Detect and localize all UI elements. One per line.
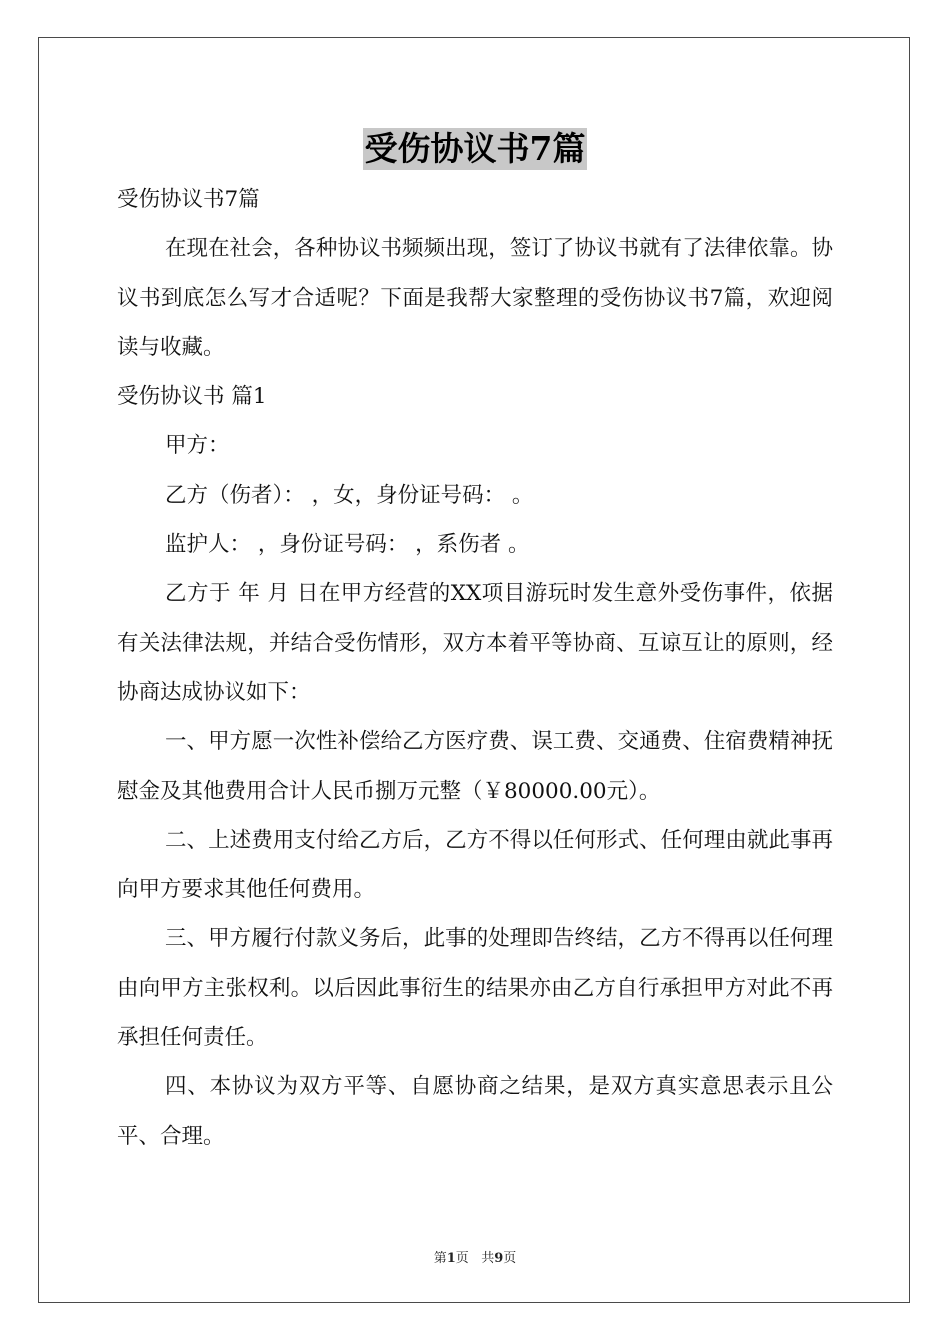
page-prefix: 第 bbox=[433, 1251, 447, 1266]
title-container bbox=[0, 128, 950, 170]
paragraph: 监护人： ，身份证号码： ，系伤者 。 bbox=[165, 532, 530, 558]
paragraph: 受伤协议书7篇 bbox=[117, 187, 260, 212]
section-heading: 受伤协议书 篇1 bbox=[117, 384, 267, 410]
paragraph: 在现在社会，各种协议书频频出现，签订了协议书就有了法律依靠。协议书到底怎么写才合适呢？下面是我帮大家整理的受伤协议书7篇，欢迎阅读与收藏。 bbox=[117, 236, 833, 360]
document-title: 受伤协议书7篇 bbox=[364, 129, 586, 168]
page-suffix: 页 bbox=[455, 1251, 469, 1266]
paragraph: 四、本协议为双方平等、自愿协商之结果，是双方真实意思表示且公平、合理。 bbox=[117, 1074, 833, 1149]
paragraph: 乙方（伤者）： ，女，身份证号码： 。 bbox=[165, 482, 534, 508]
paragraph: 三、甲方履行付款义务后，此事的处理即告终结，乙方不得再以任何理由向甲方主张权利。以后因此事衍生的结果亦由乙方自行承担甲方对此不再承担任何责任。 bbox=[117, 926, 833, 1051]
paragraph: 二、上述费用支付给乙方后，乙方不得以任何形式、任何理由就此事再向甲方要求其他任何费用。 bbox=[117, 827, 833, 903]
document-body bbox=[117, 175, 833, 1161]
page-footer bbox=[0, 1247, 950, 1266]
paragraph: 乙方于 年 月 日在甲方经营的XX项目游玩时发生意外受伤事件，依据有关法律法规，并结合受伤情形，双方本着平等协商、互谅互让的原则，经协商达成协议如下： bbox=[117, 581, 833, 705]
page-number: 1 bbox=[446, 1251, 456, 1266]
total-suffix: 页 bbox=[503, 1251, 517, 1266]
total-prefix: 共 bbox=[481, 1251, 495, 1266]
paragraph: 甲方： bbox=[165, 433, 230, 459]
total-pages: 9 bbox=[494, 1251, 504, 1266]
paragraph: 一、甲方愿一次性补偿给乙方医疗费、误工费、交通费、住宿费精神抚慰金及其他费用合计人民币捌万元整（￥80000.00元）。 bbox=[117, 729, 833, 804]
